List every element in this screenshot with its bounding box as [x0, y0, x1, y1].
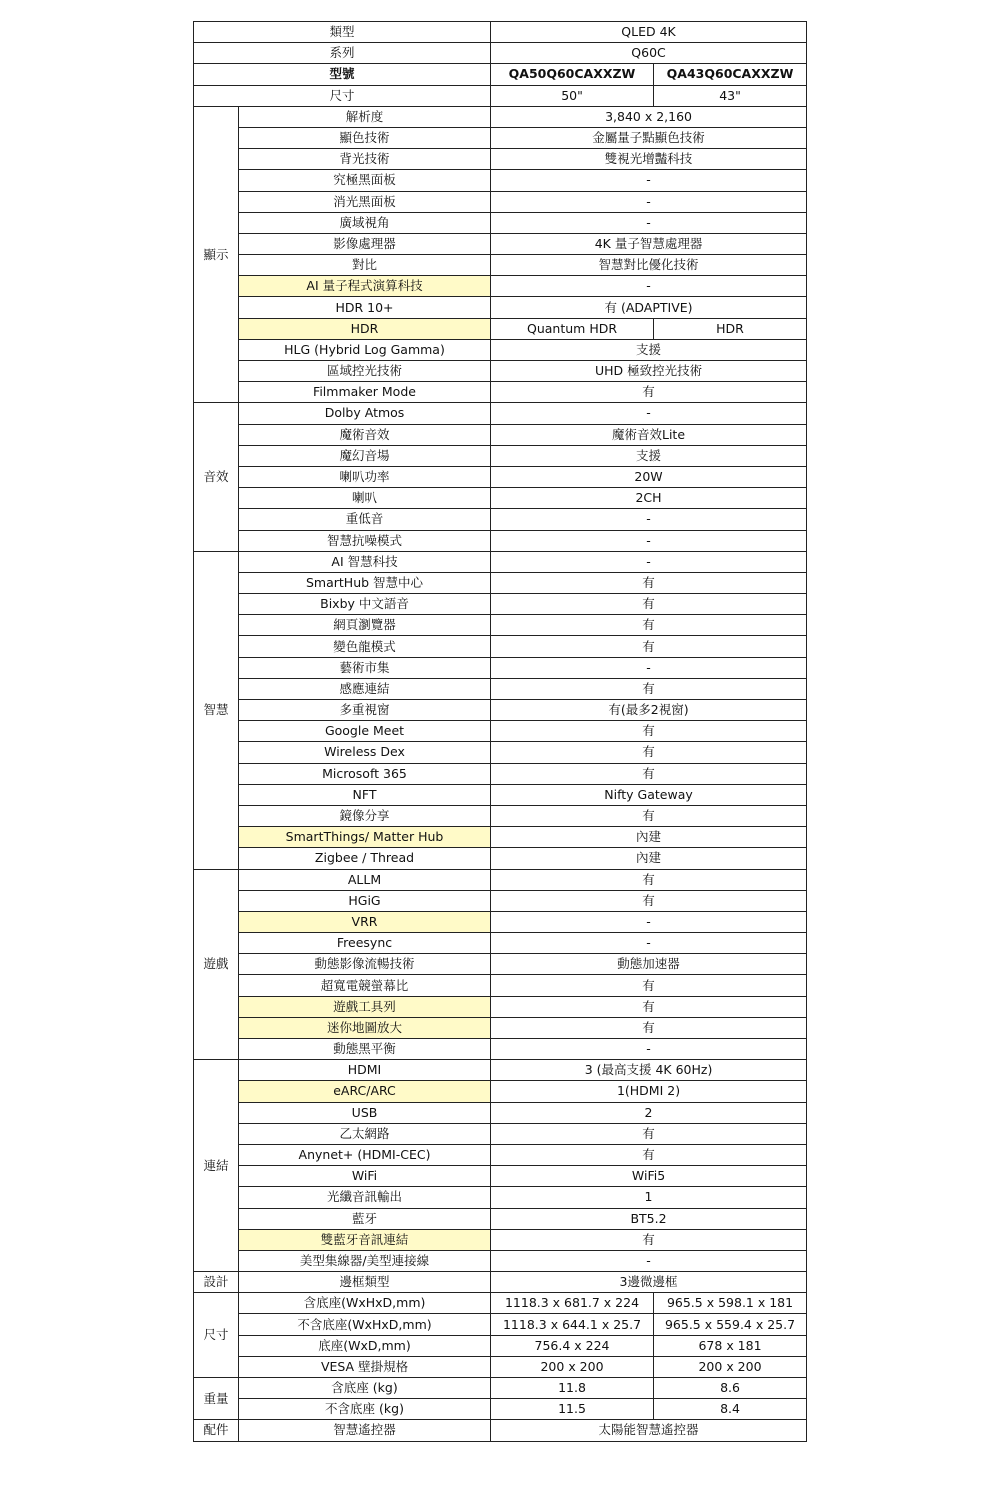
table-row [194, 318, 807, 339]
row-value: - [491, 657, 807, 678]
table-row [194, 1187, 807, 1208]
table-row [194, 933, 807, 954]
table-row [194, 1208, 807, 1229]
table-row [194, 297, 807, 318]
table-row [194, 488, 807, 509]
size-50: 50" [491, 85, 654, 106]
table-row [194, 636, 807, 657]
row-label: Filmmaker Mode [239, 382, 491, 403]
row-label: AI 智慧科技 [239, 551, 491, 572]
table-row [194, 530, 807, 551]
row-label: 感應連結 [239, 678, 491, 699]
table-row [194, 1378, 807, 1399]
size-row [194, 85, 807, 106]
row-label: 變色龍模式 [239, 636, 491, 657]
row-value: 有 [491, 1144, 807, 1165]
row-value: 有 [491, 1017, 807, 1038]
row-value: 1 [491, 1187, 807, 1208]
table-row [194, 827, 807, 848]
table-row [194, 509, 807, 530]
row-value: 魔術音效Lite [491, 424, 807, 445]
row-label: HDMI [239, 1060, 491, 1081]
row-label: 廣域視角 [239, 212, 491, 233]
table-row [194, 255, 807, 276]
row-label: USB [239, 1102, 491, 1123]
row-label: 智慧抗噪模式 [239, 530, 491, 551]
row-value: Q60C [491, 43, 807, 64]
row-value: 有 [491, 975, 807, 996]
row-value: 有 [491, 594, 807, 615]
row-value: 有 [491, 805, 807, 826]
row-value-50: Quantum HDR [491, 318, 654, 339]
row-value-43: 678 x 181 [654, 1335, 807, 1356]
table-row [194, 890, 807, 911]
table-row [194, 1293, 807, 1314]
category-dimensions: 尺寸 [194, 1293, 239, 1378]
table-row [194, 1399, 807, 1420]
row-label: 乙太網路 [239, 1123, 491, 1144]
row-value-50: 200 x 200 [491, 1356, 654, 1377]
row-value: - [491, 191, 807, 212]
row-label: Anynet+ (HDMI-CEC) [239, 1144, 491, 1165]
row-label: 遊戲工具列 [239, 996, 491, 1017]
row-label: Zigbee / Thread [239, 848, 491, 869]
row-value-50: 11.5 [491, 1399, 654, 1420]
row-value: 1(HDMI 2) [491, 1081, 807, 1102]
row-value-43: 8.4 [654, 1399, 807, 1420]
row-value: - [491, 403, 807, 424]
table-row [194, 721, 807, 742]
table-row [194, 1229, 807, 1250]
table-row [194, 572, 807, 593]
row-label: Bixby 中文語音 [239, 594, 491, 615]
row-value: 有 [491, 721, 807, 742]
table-row [194, 191, 807, 212]
row-value: 3 (最高支援 4K 60Hz) [491, 1060, 807, 1081]
row-label: 區域控光技術 [239, 361, 491, 382]
row-label: 藍牙 [239, 1208, 491, 1229]
row-label: 迷你地圖放大 [239, 1017, 491, 1038]
row-label: Google Meet [239, 721, 491, 742]
table-row [194, 996, 807, 1017]
series-row [194, 43, 807, 64]
row-value: 有 [491, 572, 807, 593]
model-50: QA50Q60CAXXZW [491, 64, 654, 85]
category-game: 遊戲 [194, 869, 239, 1060]
row-value: 有 [491, 869, 807, 890]
row-value-43: 965.5 x 598.1 x 181 [654, 1293, 807, 1314]
row-value: 動態加速器 [491, 954, 807, 975]
table-row [194, 594, 807, 615]
row-value: - [491, 551, 807, 572]
row-label: 尺寸 [194, 85, 491, 106]
row-label: Dolby Atmos [239, 403, 491, 424]
category-accessory: 配件 [194, 1420, 239, 1441]
row-label: HGiG [239, 890, 491, 911]
table-row [194, 678, 807, 699]
row-label: Wireless Dex [239, 742, 491, 763]
row-label: 底座(WxD,mm) [239, 1335, 491, 1356]
row-value: 20W [491, 466, 807, 487]
row-value: 智慧對比優化技術 [491, 255, 807, 276]
row-label: 喇叭功率 [239, 466, 491, 487]
row-label: 解析度 [239, 106, 491, 127]
row-label: ALLM [239, 869, 491, 890]
table-row [194, 1166, 807, 1187]
table-row [194, 1060, 807, 1081]
row-value: 內建 [491, 827, 807, 848]
model-43: QA43Q60CAXXZW [654, 64, 807, 85]
row-label: VESA 壁掛規格 [239, 1356, 491, 1377]
row-label: Freesync [239, 933, 491, 954]
row-label: 背光技術 [239, 149, 491, 170]
row-value: 有(最多2視窗) [491, 700, 807, 721]
table-row [194, 742, 807, 763]
row-label: 究極黑面板 [239, 170, 491, 191]
table-row [194, 700, 807, 721]
row-value: 有 [491, 763, 807, 784]
row-label: 系列 [194, 43, 491, 64]
table-row [194, 466, 807, 487]
row-value: - [491, 276, 807, 297]
category-connect: 連結 [194, 1060, 239, 1272]
row-label: 邊框類型 [239, 1272, 491, 1293]
table-row [194, 615, 807, 636]
row-label: WiFi [239, 1166, 491, 1187]
row-label: 重低音 [239, 509, 491, 530]
category-audio: 音效 [194, 403, 239, 551]
table-row [194, 1314, 807, 1335]
category-display: 顯示 [194, 106, 239, 403]
row-value: 有 [491, 615, 807, 636]
row-label: 智慧遙控器 [239, 1420, 491, 1441]
table-row [194, 127, 807, 148]
row-label: 類型 [194, 22, 491, 43]
row-value: WiFi5 [491, 1166, 807, 1187]
row-value: 2 [491, 1102, 807, 1123]
row-label: 鏡像分享 [239, 805, 491, 826]
table-row [194, 424, 807, 445]
row-value: UHD 極致控光技術 [491, 361, 807, 382]
table-row [194, 975, 807, 996]
row-value-50: 1118.3 x 644.1 x 25.7 [491, 1314, 654, 1335]
table-row [194, 445, 807, 466]
row-label: 魔幻音場 [239, 445, 491, 466]
row-label: VRR [239, 911, 491, 932]
table-row [194, 1039, 807, 1060]
row-value: - [491, 933, 807, 954]
row-label: 雙藍牙音訊連結 [239, 1229, 491, 1250]
row-label: HLG (Hybrid Log Gamma) [239, 339, 491, 360]
table-row [194, 805, 807, 826]
row-label: HDR [239, 318, 491, 339]
row-label: 型號 [194, 64, 491, 85]
table-row [194, 403, 807, 424]
row-value: 3,840 x 2,160 [491, 106, 807, 127]
table-row [194, 1144, 807, 1165]
row-value: 有 [491, 890, 807, 911]
row-value: - [491, 1039, 807, 1060]
row-label: 對比 [239, 255, 491, 276]
row-value: 有 [491, 678, 807, 699]
table-row [194, 1123, 807, 1144]
row-value: 3邊微邊框 [491, 1272, 807, 1293]
table-row [194, 212, 807, 233]
row-value: - [491, 530, 807, 551]
row-value: 2CH [491, 488, 807, 509]
row-label: 動態黑平衡 [239, 1039, 491, 1060]
row-value-43: 965.5 x 559.4 x 25.7 [654, 1314, 807, 1335]
row-value: - [491, 170, 807, 191]
row-value: 4K 量子智慧處理器 [491, 233, 807, 254]
row-value-43: HDR [654, 318, 807, 339]
row-value: 金屬量子點顯色技術 [491, 127, 807, 148]
row-value: 內建 [491, 848, 807, 869]
row-value: 有 (ADAPTIVE) [491, 297, 807, 318]
spec-table [193, 21, 807, 1442]
table-row [194, 1081, 807, 1102]
row-value: 有 [491, 382, 807, 403]
row-value-50: 11.8 [491, 1378, 654, 1399]
row-value: - [491, 509, 807, 530]
row-value: QLED 4K [491, 22, 807, 43]
table-row [194, 848, 807, 869]
category-weight: 重量 [194, 1378, 239, 1420]
row-label: 多重視窗 [239, 700, 491, 721]
row-label: 顯色技術 [239, 127, 491, 148]
row-value: 有 [491, 742, 807, 763]
row-value: - [491, 212, 807, 233]
table-row [194, 1272, 807, 1293]
row-value-50: 756.4 x 224 [491, 1335, 654, 1356]
row-label: SmartThings/ Matter Hub [239, 827, 491, 848]
table-row [194, 763, 807, 784]
table-row [194, 911, 807, 932]
table-row [194, 339, 807, 360]
table-row [194, 1356, 807, 1377]
row-label: 網頁瀏覽器 [239, 615, 491, 636]
row-label: NFT [239, 784, 491, 805]
table-row [194, 1102, 807, 1123]
row-value: 有 [491, 1229, 807, 1250]
table-row [194, 382, 807, 403]
row-value: 有 [491, 636, 807, 657]
row-label: AI 量子程式演算科技 [239, 276, 491, 297]
table-row [194, 1335, 807, 1356]
table-row [194, 106, 807, 127]
row-value-43: 8.6 [654, 1378, 807, 1399]
row-value: 支援 [491, 445, 807, 466]
row-label: 含底座(WxHxD,mm) [239, 1293, 491, 1314]
row-label: SmartHub 智慧中心 [239, 572, 491, 593]
row-label: 含底座 (kg) [239, 1378, 491, 1399]
table-row [194, 954, 807, 975]
row-value: 支援 [491, 339, 807, 360]
row-value: 太陽能智慧遙控器 [491, 1420, 807, 1441]
row-label: 超寬電競螢幕比 [239, 975, 491, 996]
row-label: 消光黑面板 [239, 191, 491, 212]
size-43: 43" [654, 85, 807, 106]
row-value-43: 200 x 200 [654, 1356, 807, 1377]
row-value: - [491, 911, 807, 932]
table-row [194, 170, 807, 191]
row-value: 雙視光增豔科技 [491, 149, 807, 170]
table-row [194, 1017, 807, 1038]
row-label: 不含底座 (kg) [239, 1399, 491, 1420]
table-row [194, 1420, 807, 1441]
row-label: 不含底座(WxHxD,mm) [239, 1314, 491, 1335]
row-label: HDR 10+ [239, 297, 491, 318]
category-smart: 智慧 [194, 551, 239, 869]
row-value: 有 [491, 996, 807, 1017]
table-row [194, 149, 807, 170]
table-row [194, 276, 807, 297]
row-label: eARC/ARC [239, 1081, 491, 1102]
row-value: 有 [491, 1123, 807, 1144]
category-design: 設計 [194, 1272, 239, 1293]
table-row [194, 551, 807, 572]
table-row [194, 233, 807, 254]
row-label: 美型集線器/美型連接線 [239, 1250, 491, 1271]
row-label: 光纖音訊輸出 [239, 1187, 491, 1208]
row-label: 影像處理器 [239, 233, 491, 254]
row-value: BT5.2 [491, 1208, 807, 1229]
row-value-50: 1118.3 x 681.7 x 224 [491, 1293, 654, 1314]
table-row [194, 784, 807, 805]
row-value: - [491, 1250, 807, 1271]
model-row [194, 64, 807, 85]
row-label: 喇叭 [239, 488, 491, 509]
row-label: 魔術音效 [239, 424, 491, 445]
row-value: Nifty Gateway [491, 784, 807, 805]
table-row [194, 1250, 807, 1271]
row-label: 動態影像流暢技術 [239, 954, 491, 975]
type-row [194, 22, 807, 43]
row-label: 藝術市集 [239, 657, 491, 678]
table-row [194, 361, 807, 382]
table-row [194, 869, 807, 890]
table-row [194, 657, 807, 678]
row-label: Microsoft 365 [239, 763, 491, 784]
